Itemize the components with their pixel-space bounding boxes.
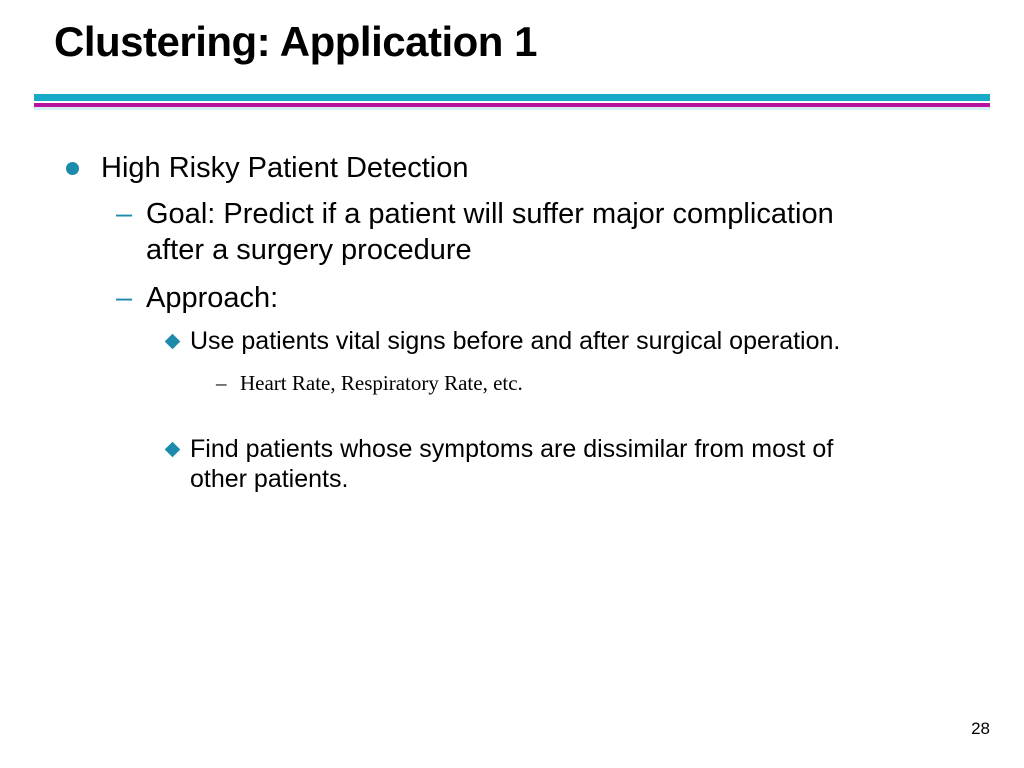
dissimilar-patients-line2: other patients. bbox=[190, 465, 349, 493]
goal-text-line2: after a surgery procedure bbox=[146, 234, 472, 266]
dissimilar-patients-line1: Find patients whose symptoms are dissimilar from most of bbox=[190, 435, 834, 463]
dash-bullet-icon: – bbox=[116, 198, 133, 230]
slide-title: Clustering: Application 1 bbox=[54, 18, 537, 65]
vital-signs-examples: Heart Rate, Respiratory Rate, etc. bbox=[240, 371, 523, 395]
bullet-dot-icon bbox=[66, 162, 79, 175]
bullet-high-risky-patient-detection: High Risky Patient Detection bbox=[101, 152, 469, 184]
goal-text-line1: Goal: Predict if a patient will suffer major complication bbox=[146, 198, 834, 230]
title-divider-cyan bbox=[34, 94, 990, 101]
dash-bullet-icon: – bbox=[216, 371, 227, 395]
diamond-bullet-icon bbox=[165, 442, 181, 458]
dash-bullet-icon: – bbox=[116, 282, 133, 314]
diamond-bullet-icon bbox=[165, 334, 181, 350]
page-number: 28 bbox=[971, 719, 990, 738]
vital-signs-item: Use patients vital signs before and after surgical operation. bbox=[190, 327, 841, 355]
approach-text: Approach: bbox=[146, 282, 279, 314]
title-divider-pale bbox=[34, 107, 990, 110]
